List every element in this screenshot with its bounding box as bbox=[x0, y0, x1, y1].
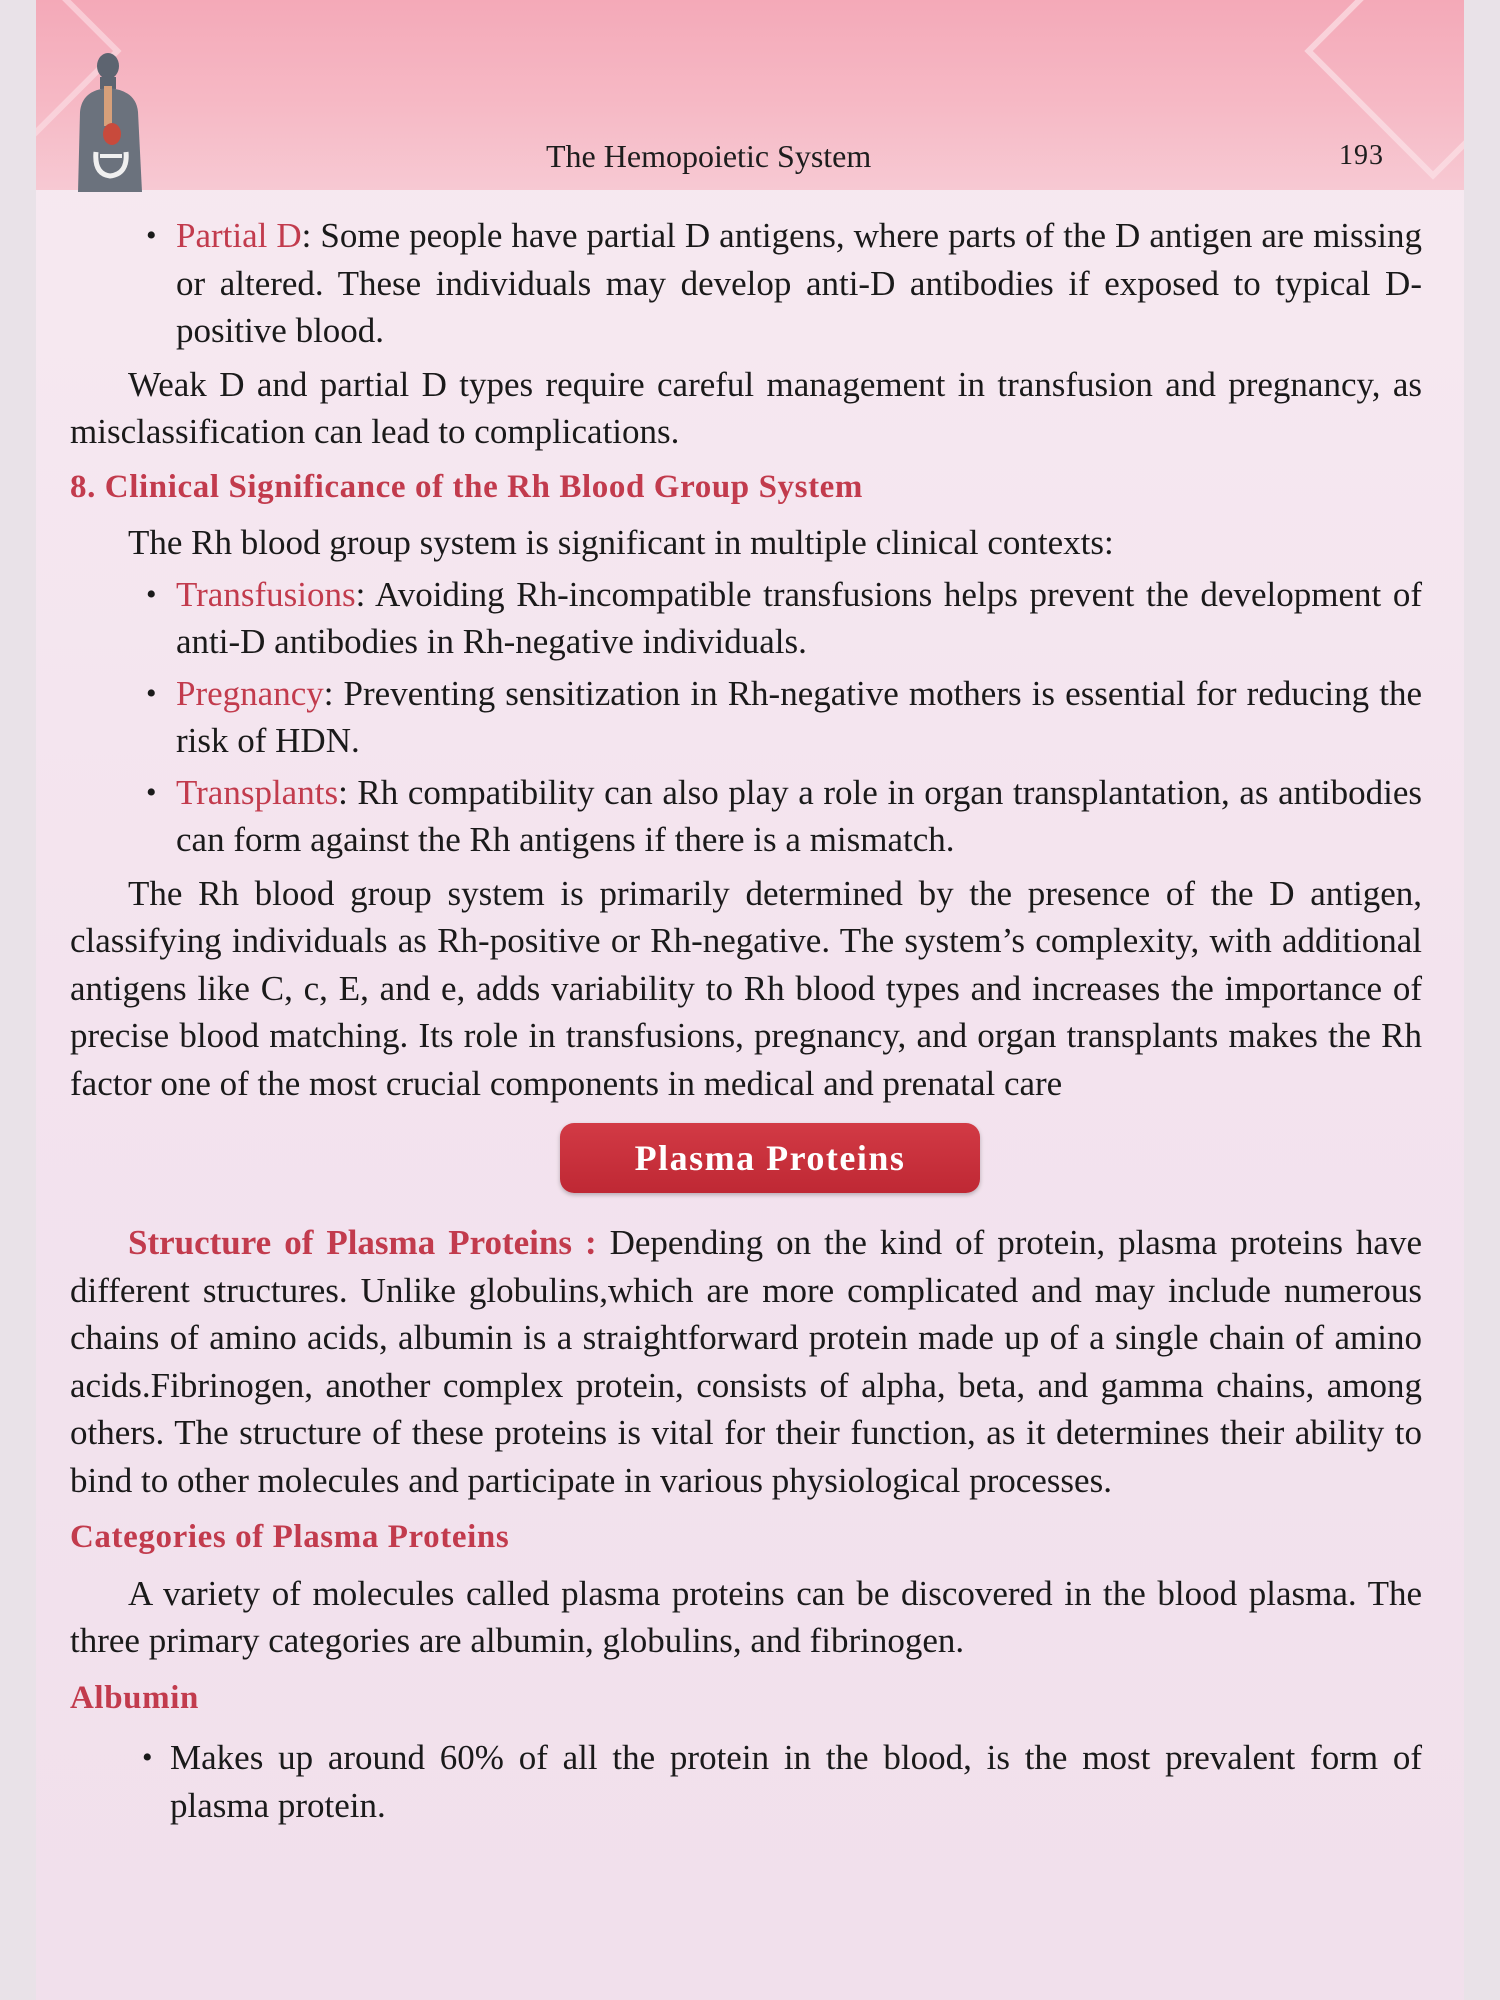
bullet-dot: • bbox=[146, 775, 157, 809]
book-page bbox=[36, 0, 1464, 2000]
bullet-pregnancy bbox=[70, 670, 1422, 765]
term-transplants: Transplants bbox=[176, 772, 339, 812]
human-body-icon bbox=[66, 52, 176, 192]
categories-paragraph: A variety of molecules called plasma proteins can be discovered in the blood plasma. The three primary categories are albumin, globulins, and fibrinogen. bbox=[70, 1573, 1422, 1660]
bullet-dot: • bbox=[142, 1741, 153, 1774]
structure-label: Structure of Plasma Proteins : bbox=[128, 1223, 597, 1262]
running-header-title: The Hemopoietic System bbox=[546, 138, 872, 174]
plasma-proteins-banner: Plasma Proteins bbox=[560, 1123, 980, 1193]
bullet-dot: • bbox=[146, 676, 157, 710]
bullet-dot: • bbox=[146, 219, 157, 252]
page-number: 193 bbox=[1339, 140, 1384, 171]
page-content bbox=[70, 212, 1422, 1829]
term-transfusions: Transfusions bbox=[176, 574, 356, 614]
transplants-text: : Rh compatibility can also play a role in organ transplantation, as antibodies can form against the Rh antigens if there is a mismatch. bbox=[176, 772, 1422, 859]
pregnancy-text: : Preventing sensitization in Rh-negative mothers is essential for reducing the risk of HDN. bbox=[176, 673, 1422, 760]
structure-text: Depending on the kind of protein, plasma proteins have different structures. Unlike globulins,which are more complicated and may include numerous chains of amino acids, albumin is a straightforward protein made up of a single chain of amino acids.Fibrinogen, another complex protein, consists of alpha, beta, and gamma chains, among others. The structure of these proteins is vital for their function, as it determines their ability to bind to other molecules and participate in various physiological processes. bbox=[70, 1223, 1422, 1500]
header-decoration-right bbox=[1304, 0, 1464, 180]
transfusions-text: : Avoiding Rh-incompatible transfusions helps prevent the development of anti-D antibodies in Rh-negative individuals. bbox=[176, 574, 1422, 661]
plasma-proteins-banner-row bbox=[70, 1107, 1422, 1219]
term-partial-d: Partial D bbox=[176, 216, 302, 255]
header-band bbox=[36, 0, 1464, 190]
bullet-transplants bbox=[70, 769, 1422, 864]
bullet-albumin bbox=[70, 1734, 1422, 1829]
term-pregnancy: Pregnancy bbox=[176, 673, 324, 713]
bullet-partial-d bbox=[70, 212, 1422, 355]
albumin-bullet-text: Makes up around 60% of all the protein in the blood, is the most prevalent form of plasma protein. bbox=[170, 1738, 1422, 1825]
partial-d-text: : Some people have partial D antigens, where parts of the D antigen are missing or altered. These individuals may develop anti-D antibodies if exposed to typical D-positive blood. bbox=[176, 216, 1422, 350]
albumin-heading: Albumin bbox=[70, 1679, 199, 1716]
structure-paragraph bbox=[70, 1219, 1422, 1504]
weak-partial-paragraph: Weak D and partial D types require careful management in transfusion and pregnancy, as misclassification can lead to complications. bbox=[70, 364, 1422, 451]
categories-heading: Categories of Plasma Proteins bbox=[70, 1519, 510, 1555]
clinical-significance-heading: 8. Clinical Significance of the Rh Blood Group System bbox=[70, 468, 863, 505]
rh-summary-paragraph: The Rh blood group system is primarily determined by the presence of the D antigen, classifying individuals as Rh-positive or Rh-negative. The system’s complexity, with additional antigens like C, c, E, and e, adds variability to Rh blood types and increases the importance of precise blood matching. Its role in transfusions, pregnancy, and organ transplants makes the Rh factor one of the most crucial components in medical and prenatal care bbox=[70, 873, 1422, 1103]
bullet-dot: • bbox=[146, 577, 157, 611]
bullet-transfusions bbox=[70, 571, 1422, 666]
clinical-intro: The Rh blood group system is significant in multiple clinical contexts: bbox=[128, 523, 1114, 562]
